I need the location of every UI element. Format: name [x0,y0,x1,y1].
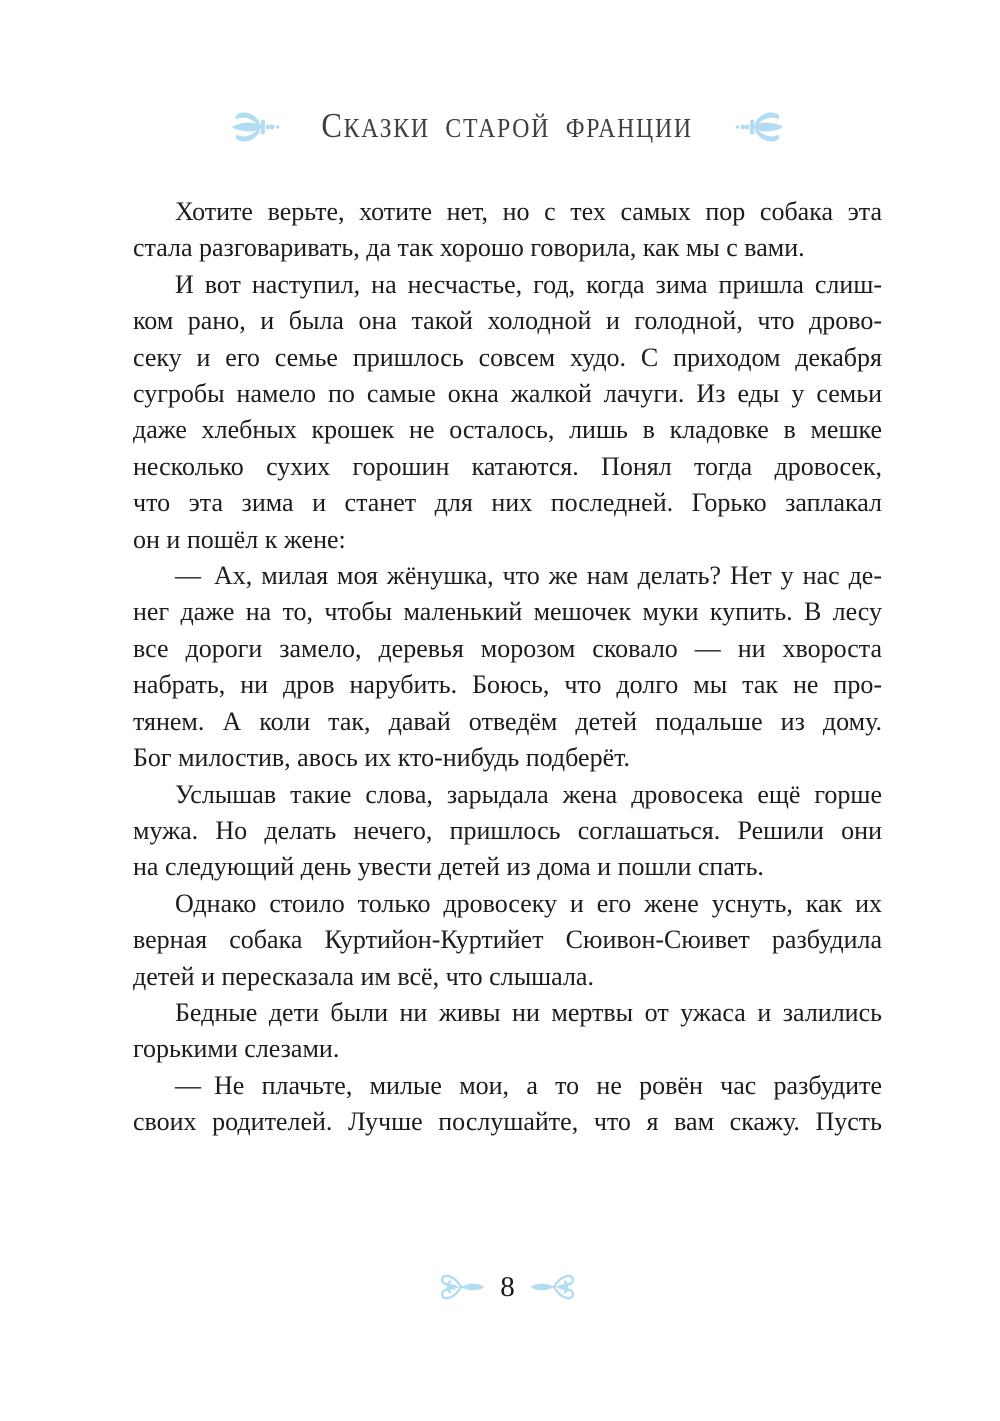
text-line: своих родителей. Лучше послушайте, что я вам скажу. Пусть [133,1107,882,1137]
paragraph [133,995,882,1068]
text-line: на следующий день увести детей из дома и пошли спать. [133,852,764,882]
flourish-left-icon [438,1270,486,1304]
text-line: горькими слезами. [133,1034,340,1064]
text-line: даже хлебных крошек не осталось, лишь в кладовке в мешке [133,415,882,445]
text-line: ком рано, и была она такой холодной и голодной, что дрово- [133,306,882,336]
page-number: 8 [500,1271,515,1303]
page-footer [133,1267,882,1307]
paragraph [133,558,882,776]
fleur-de-lis-right-icon [735,108,785,146]
flourish-right-icon [529,1270,577,1304]
text-line: Однако стоило только дровосеку и его жене уснуть, как их [175,888,882,918]
paragraph [133,267,882,558]
text-line: Бог милостив, авось их кто-нибудь подберёт. [133,743,631,773]
text-line: И вот наступил, на несчастье, год, когда зима пришла слиш- [175,269,882,299]
text-line: стала разговаривать, да так хорошо говорила, как мы с вами. [133,233,805,263]
text-line: что эта зима и станет для них последней. Горько заплакал [133,488,882,518]
paragraph [133,886,882,995]
book-title: СКАЗКИ СТАРОЙ ФРАНЦИИ [321,106,694,145]
text-line: несколько сухих горошин катаются. Понял тогда дровосек, [133,451,882,481]
text-line: — Ах, милая моя жёнушка, что же нам делать? Нет у нас де- [175,561,882,591]
story-text [133,194,882,1141]
text-line: нег даже на то, чтобы маленький мешочек муки купить. В лесу [133,597,882,627]
text-line: тянем. А коли так, давай отведём детей подальше из дому. [133,706,882,736]
page-header [133,104,882,150]
text-line: все дороги замело, деревья морозом сковало — ни хвороста [133,633,882,663]
text-line: набрать, ни дров нарубить. Боюсь, что долго мы так не про- [133,670,882,700]
text-line: секу и его семье пришлось совсем худо. С приходом декабря [133,342,882,372]
paragraph [133,194,882,267]
text-line: верная собака Куртийон-Куртийет Сюивон-Сюивет разбудила [133,925,882,955]
text-line: мужа. Но делать нечего, пришлось соглашаться. Решили они [133,815,882,845]
paragraph [133,1068,882,1141]
text-line: он и пошёл к жене: [133,524,346,554]
book-page [0,104,1000,1421]
text-line: — Не плачьте, милые мои, а то не ровён час разбудите [175,1070,882,1100]
fleur-de-lis-left-icon [230,108,280,146]
paragraph [133,777,882,886]
text-line: детей и пересказала им всё, что слышала. [133,961,594,991]
text-line: Хотите верьте, хотите нет, но с тех самых пор собака эта [175,197,882,226]
text-line: Бедные дети были ни живы ни мертвы от ужаса и залились [175,997,882,1027]
text-line: сугробы намело по самые окна жалкой лачуги. Из еды у семьи [133,379,882,409]
text-line: Услышав такие слова, зарыдала жена дровосека ещё горше [175,779,882,809]
